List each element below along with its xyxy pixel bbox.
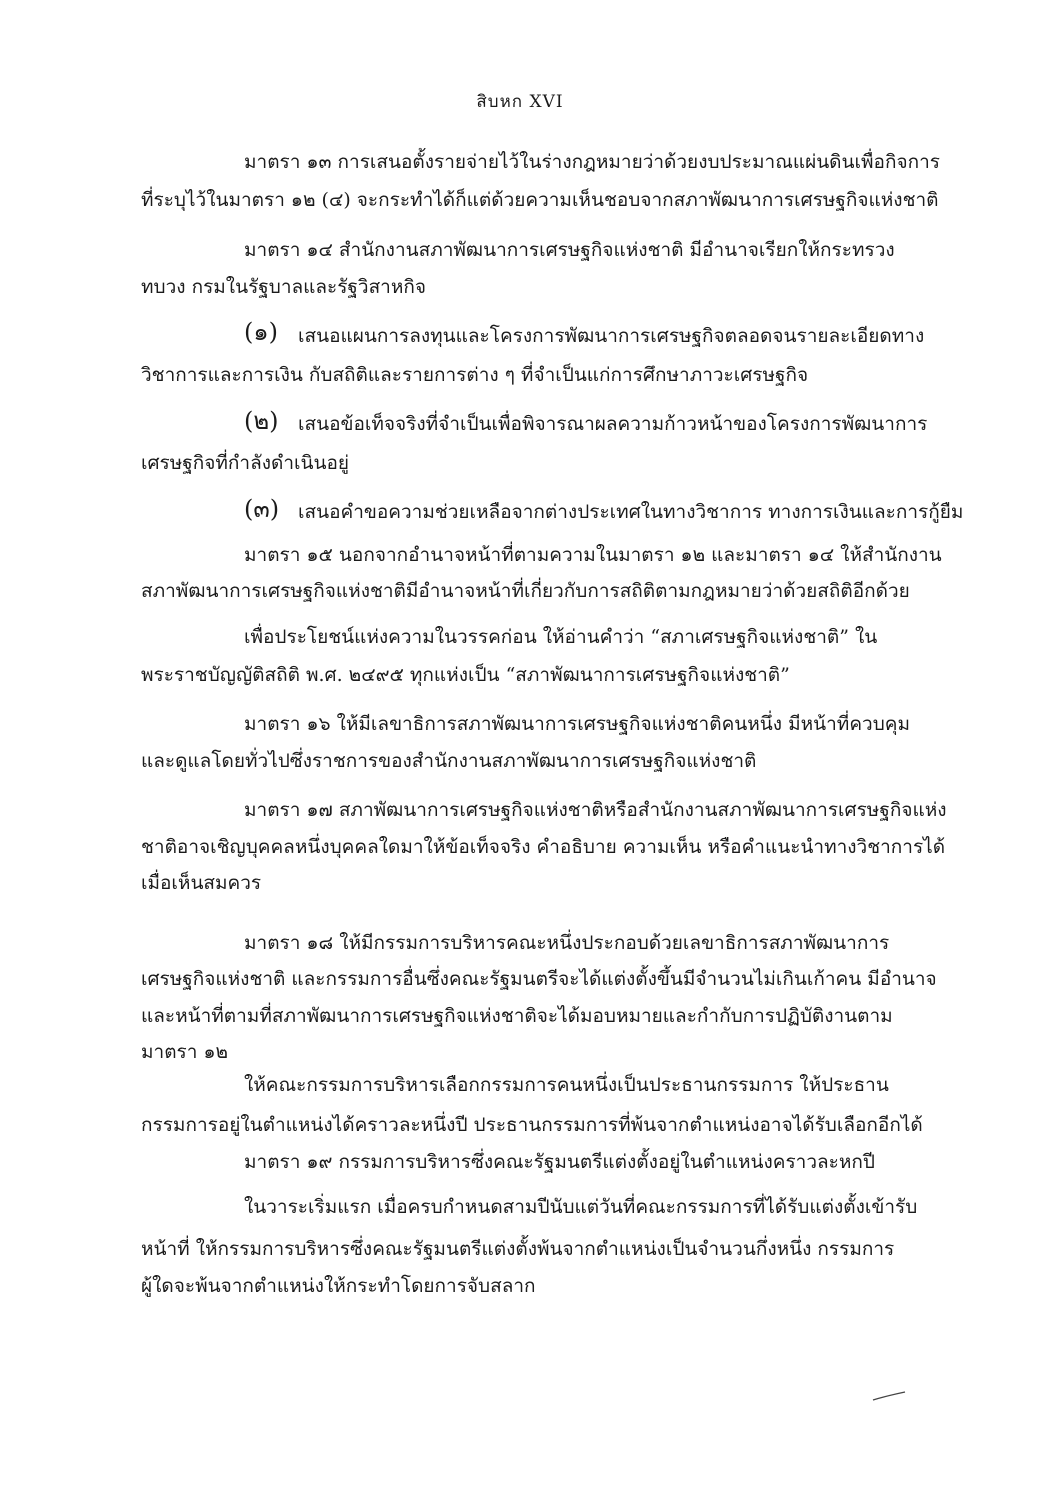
text-line: วิชาการและการเงิน กับสถิติและรายการต่าง ๆ ที่จำเป็นแก่การศึกษาภาวะเศรษฐกิจ — [141, 364, 809, 386]
text-line: เศรษฐกิจแห่งชาติ และกรรมการอื่นซึ่งคณะรัฐมนตรีจะได้แต่งตั้งขึ้นมีจำนวนไม่เกินเก้าคน มีอำนาจ — [141, 968, 937, 990]
text-line: พระราชบัญญัติสถิติ พ.ศ. ๒๔๙๕ ทุกแห่งเป็น “สภาพัฒนาการเศรษฐกิจแห่งชาติ” — [141, 664, 790, 686]
text-line: เพื่อประโยชน์แห่งความในวรรคก่อน ให้อ่านคำว่า “สภาเศรษฐกิจแห่งชาติ” ใน — [244, 626, 878, 648]
text-line: ให้คณะกรรมการบริหารเลือกกรรมการคนหนึ่งเป็นประธานกรรมการ ให้ประธาน — [244, 1074, 889, 1096]
text-line: ผู้ใดจะพ้นจากตำแหน่งให้กระทำโดยการจับสลาก — [141, 1275, 536, 1297]
item-number: (๑) — [244, 318, 278, 346]
text-line: และหน้าที่ตามที่สภาพัฒนาการเศรษฐกิจแห่งชาติจะได้มอบหมายและกำกับการปฏิบัติงานตาม — [141, 1005, 893, 1027]
text-line: มาตรา ๑๕ นอกจากอำนาจหน้าที่ตามความในมาตรา ๑๒ และมาตรา ๑๔ ให้สำนักงาน — [244, 544, 942, 566]
text-line: มาตรา ๑๔ สำนักงานสภาพัฒนาการเศรษฐกิจแห่งชาติ มีอำนาจเรียกให้กระทรวง — [244, 239, 895, 261]
text-line: มาตรา ๑๖ ให้มีเลขาธิการสภาพัฒนาการเศรษฐกิจแห่งชาติคนหนึ่ง มีหน้าที่ควบคุม — [244, 713, 911, 735]
item-number: (๓) — [244, 495, 280, 523]
text-line: เสนอแผนการลงทุนและโครงการพัฒนาการเศรษฐกิจตลอดจนรายละเอียดทาง — [298, 325, 925, 347]
item-number: (๒) — [244, 407, 279, 435]
text-line: เสนอคำขอความช่วยเหลือจากต่างประเทศในทางวิชาการ ทางการเงินและการกู้ยืม — [298, 501, 964, 523]
text-line: หน้าที่ ให้กรรมการบริหารซึ่งคณะรัฐมนตรีแต่งตั้งพ้นจากตำแหน่งเป็นจำนวนกึ่งหนึ่ง กรรมการ — [141, 1238, 895, 1260]
text-line: มาตรา ๑๗ สภาพัฒนาการเศรษฐกิจแห่งชาติหรือสำนักงานสภาพัฒนาการเศรษฐกิจแห่ง — [244, 799, 947, 821]
text-line: เศรษฐกิจที่กำลังดำเนินอยู่ — [141, 452, 350, 474]
text-line: เมื่อเห็นสมควร — [141, 872, 262, 894]
text-line: สภาพัฒนาการเศรษฐกิจแห่งชาติมีอำนาจหน้าที่เกี่ยวกับการสถิติตามกฎหมายว่าด้วยสถิติอีกด้วย — [141, 580, 910, 602]
text-line: ที่ระบุไว้ในมาตรา ๑๒ (๔) จะกระทำได้ก็แต่ด้วยความเห็นชอบจากสภาพัฒนาการเศรษฐกิจแห่งชาติ — [141, 189, 939, 211]
text-line: เสนอข้อเท็จจริงที่จำเป็นเพื่อพิจารณาผลความก้าวหน้าของโครงการพัฒนาการ — [298, 413, 928, 435]
text-line: ในวาระเริ่มแรก เมื่อครบกำหนดสามปีนับแต่วันที่คณะกรรมการที่ได้รับแต่งตั้งเข้ารับ — [244, 1196, 918, 1218]
pen-mark — [872, 1390, 906, 1402]
text-line: ทบวง กรมในรัฐบาลและรัฐวิสาหกิจ — [141, 276, 427, 298]
text-line: มาตรา ๑๓ การเสนอตั้งรายจ่ายไว้ในร่างกฎหมายว่าด้วยงบประมาณแผ่นดินเพื่อกิจการ — [244, 151, 940, 173]
text-line: มาตรา ๑๘ ให้มีกรรมการบริหารคณะหนึ่งประกอบด้วยเลขาธิการสภาพัฒนาการ — [244, 932, 890, 954]
text-line: และดูแลโดยทั่วไปซึ่งราชการของสำนักงานสภาพัฒนาการเศรษฐกิจแห่งชาติ — [141, 750, 757, 772]
text-line: ชาติอาจเชิญบุคคลหนึ่งบุคคลใดมาให้ข้อเท็จจริง คำอธิบาย ความเห็น หรือคำแนะนำทางวิชาการได้ — [141, 836, 946, 858]
text-line: มาตรา ๑๙ กรรมการบริหารซึ่งคณะรัฐมนตรีแต่งตั้งอยู่ในตำแหน่งคราวละหกปี — [244, 1151, 875, 1173]
text-line: กรรมการอยู่ในตำแหน่งได้คราวละหนึ่งปี ประธานกรรมการที่พ้นจากตำแหน่งอาจได้รับเลือกอีกได้ — [141, 1114, 923, 1136]
page-header: สิบหก XVI — [476, 92, 564, 112]
text-line: มาตรา ๑๒ — [141, 1041, 229, 1063]
